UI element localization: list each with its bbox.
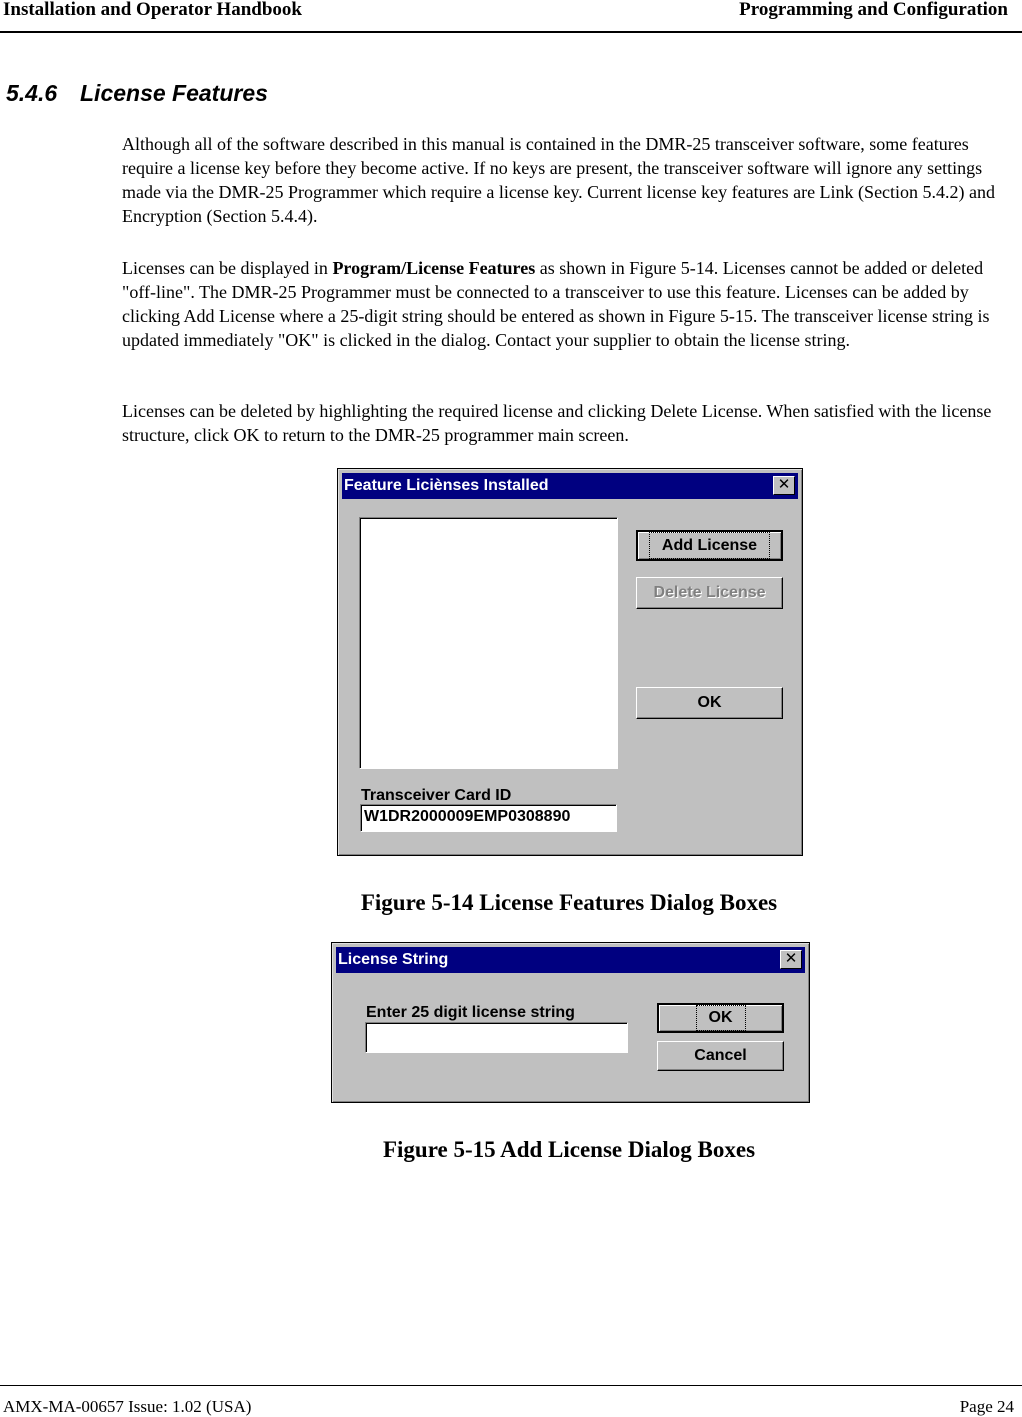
footer-rule — [0, 1385, 1022, 1386]
close-icon: ✕ — [777, 476, 791, 493]
footer-doc-id: AMX-MA-00657 Issue: 1.02 (USA) — [3, 1397, 252, 1416]
add-license-button[interactable] — [636, 530, 783, 561]
license-list[interactable] — [359, 517, 618, 769]
paragraph-display — [122, 256, 1002, 352]
close-button[interactable] — [780, 950, 802, 969]
figure-caption-5-15: Figure 5-15 Add License Dialog Boxes — [382, 1137, 756, 1162]
license-string-input[interactable] — [365, 1022, 628, 1053]
header-right: Programming and Configuration — [739, 0, 1008, 20]
feature-licenses-dialog — [337, 468, 803, 856]
section-title: License Features — [80, 80, 268, 106]
cancel-label: Cancel — [694, 1047, 747, 1064]
dialog-titlebar — [336, 947, 805, 973]
card-id-label: Transceiver Card ID — [361, 787, 512, 804]
header-left: Installation and Operator Handbook — [3, 0, 302, 20]
dialog-title: Feature Liciènses Installed — [344, 477, 549, 494]
cancel-button[interactable] — [657, 1041, 784, 1071]
figure-caption-5-14: Figure 5-14 License Features Dialog Boxes — [360, 890, 778, 915]
card-id-field[interactable] — [360, 804, 617, 832]
ok-button[interactable] — [636, 687, 783, 719]
paragraph-intro: Although all of the software described in this manual is contained in the DMR-25 transceiver software, some features require a license key before they become active. If no keys are present, the transceiver software will ignore any settings made via the DMR-25 Programmer which require a license key. Current license key features are Link (Section 5.4.2) and Encryption (Section 5.4.4). — [122, 134, 996, 226]
section-heading — [6, 78, 268, 108]
dialog-title: License String — [338, 951, 449, 968]
header-rule — [0, 31, 1022, 33]
ok-label: OK — [696, 1005, 746, 1031]
footer-page-number: Page 24 — [959, 1397, 1014, 1416]
card-id-value: W1DR2000009EMP0308890 — [364, 808, 571, 825]
ok-label: OK — [697, 694, 722, 711]
ok-button[interactable] — [657, 1003, 784, 1033]
close-button[interactable] — [773, 476, 795, 495]
section-number: 5.4.6 — [6, 80, 58, 106]
delete-license-button[interactable] — [636, 577, 783, 609]
dialog-titlebar — [342, 473, 798, 499]
paragraph-display-end: as shown in Figure 5-14. Licenses cannot be added or deleted "off-line". The DMR-25 Programmer must be connected to a transceiver to use this feature. Licenses can be added by clicking Add License where a 25-digit string should be entered as shown in Figure 5-15. The transceiver license string is updated immediately "OK" is clicked in the dialog. Contact your supplier to obtain the license string. — [122, 258, 990, 350]
paragraph-display-start: Licenses can be displayed in — [122, 258, 333, 278]
close-icon: ✕ — [784, 950, 798, 967]
paragraph-delete: Licenses can be deleted by highlighting the required license and clicking Delete License. When satisfied with the license structure, click OK to return to the DMR-25 programmer main screen. — [122, 401, 992, 445]
delete-license-label: Delete License — [653, 584, 766, 601]
license-string-dialog — [331, 942, 810, 1103]
add-license-label: Add License — [649, 532, 770, 559]
license-prompt-label: Enter 25 digit license string — [366, 1004, 575, 1021]
menu-path: Program/License Features — [332, 258, 536, 278]
